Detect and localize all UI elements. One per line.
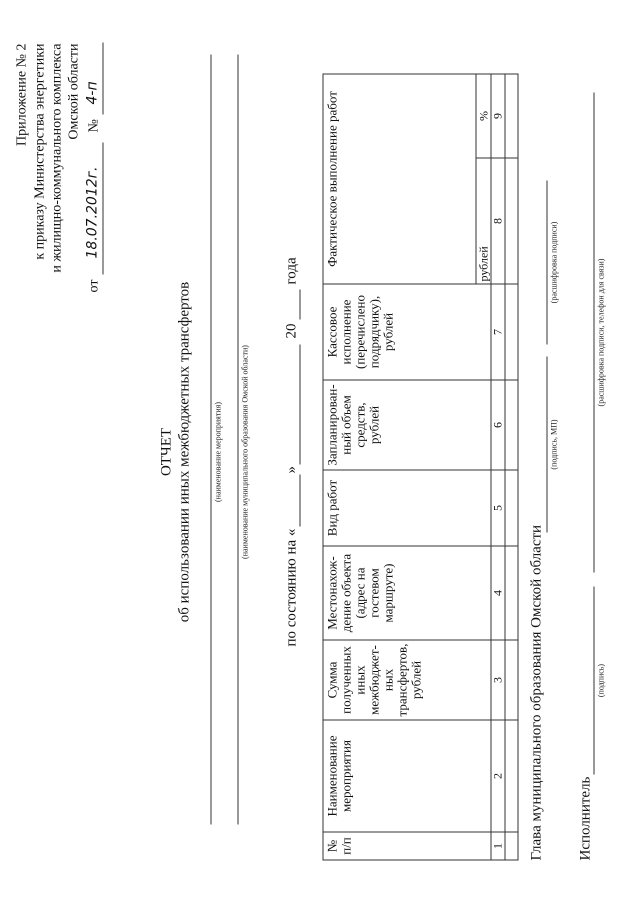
column-number: 5 [491, 470, 505, 546]
as-of-year-prefix: 20 [283, 323, 300, 339]
column-number: 4 [491, 546, 505, 640]
table-cell [505, 158, 518, 284]
appendix-line-3: и жилищно-коммунального комплекса [49, 43, 65, 273]
appendix-number-label: № [86, 119, 102, 133]
number-underline [103, 43, 104, 115]
header-actual-execution: Фактическое выполнение работ [323, 74, 476, 284]
table-cell [505, 720, 518, 832]
appendix-line-4: Омской области [66, 43, 82, 140]
column-number: 9 [491, 74, 505, 158]
appendix-number: 4-п [84, 81, 101, 105]
appendix-date: 18.07.2012г. [84, 166, 101, 259]
as-of-year-suffix: года [283, 257, 300, 285]
head-decoding-caption: (расшифровка подписи) [549, 221, 559, 304]
report-title: ОТЧЕТ [158, 427, 175, 477]
head-signature-caption: (подпись, МП) [549, 419, 559, 470]
appendix-line-1: Приложение № 2 [14, 43, 30, 146]
column-number: 3 [491, 640, 505, 720]
head-label: Глава муниципального образования Омской области [528, 524, 545, 861]
event-name-line [211, 55, 212, 825]
table-cell [505, 380, 518, 470]
table-cell [505, 470, 518, 546]
executor-decoding-caption: (расшифровка подписи, телефон для связи) [596, 258, 606, 407]
subheader-percent: % [476, 74, 491, 158]
as-of-month-line [300, 345, 301, 465]
table-cell [505, 640, 518, 720]
column-number: 7 [491, 284, 505, 380]
table-cell [505, 74, 518, 158]
table-cell [505, 832, 518, 860]
header-planned-funds: Запланирован-ный объем средств, рублей [323, 380, 491, 470]
header-event-name: Наименование мероприятия [323, 720, 491, 832]
header-number: № п/п [323, 832, 491, 860]
column-number: 6 [491, 380, 505, 470]
as-of-quote-close: » [283, 466, 300, 474]
header-location: Местонахож-дение объекта (адрес на гостевом маршруте) [323, 546, 491, 640]
column-number: 1 [491, 832, 505, 860]
head-signature-line [547, 357, 548, 533]
column-number: 8 [491, 158, 505, 284]
event-name-caption: (наименование мероприятия) [213, 402, 223, 502]
table-cell [505, 284, 518, 380]
municipality-name-caption: (наименование муниципального образования Омской области) [240, 345, 250, 559]
date-underline [103, 143, 104, 275]
as-of-year-line [300, 290, 301, 320]
header-work-type: Вид работ [323, 470, 491, 546]
column-number: 2 [491, 720, 505, 832]
subheader-rubles: рублей [476, 158, 491, 284]
municipality-name-line [238, 55, 239, 825]
report-table [323, 73, 519, 860]
head-decoding-line [547, 181, 548, 345]
header-transfer-sum: Сумма полученных иных межбюджет-ных трансфертов, рублей [323, 640, 491, 720]
executor-signature-line [594, 587, 595, 775]
appendix-from-label: от [86, 279, 102, 293]
as-of-prefix: по состоянию на « [283, 528, 300, 647]
as-of-day-line [300, 475, 301, 527]
table-cell [505, 546, 518, 640]
report-subtitle: об использовании иных межбюджетных трансфертов [176, 281, 193, 623]
appendix-line-2: к приказу Министерства энергетики [32, 43, 48, 260]
executor-decoding-line [594, 93, 595, 573]
executor-label: Исполнитель [577, 776, 594, 861]
header-cash-execution: Кассовое исполнение (перечислено подрядчику), рублей [323, 284, 491, 380]
executor-signature-caption: (подпись) [596, 663, 606, 698]
report-page [1, 0, 640, 905]
